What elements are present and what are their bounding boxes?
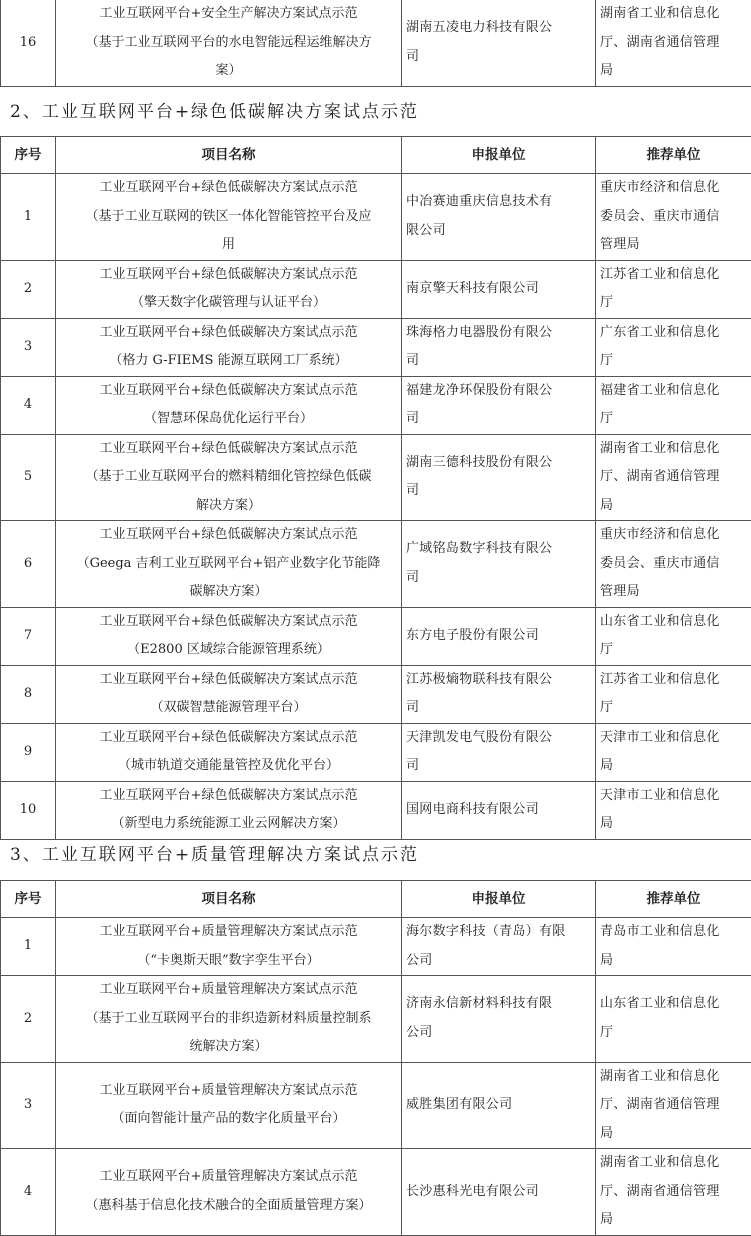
row-recommender-line: 局 xyxy=(600,810,747,839)
row-recommender-line: 厅 xyxy=(600,694,747,723)
row-recommender-line: 厅 xyxy=(600,636,747,665)
row-project-name-line: 工业互联网平台+质量管理解决方案试点示范 xyxy=(60,1163,397,1192)
row-applicant xyxy=(402,665,596,723)
row-project-name-line: 工业互联网平台+绿色低碳解决方案试点示范 xyxy=(60,435,397,464)
row-recommender-line: 厅、湖南省通信管理 xyxy=(600,1178,747,1207)
row-project-name xyxy=(56,607,402,665)
row-project-name xyxy=(56,434,402,521)
row-project-name xyxy=(56,1149,402,1236)
row-applicant-line: 司 xyxy=(406,347,591,376)
table-section2 xyxy=(0,136,751,840)
row-applicant-line: 海尔数字科技（青岛）有限 xyxy=(406,918,591,947)
table-row xyxy=(1,781,751,839)
row-project-name xyxy=(56,376,402,434)
row-project-name-line: 工业互联网平台+绿色低碳解决方案试点示范 xyxy=(60,261,397,290)
row-seq: 1 xyxy=(1,174,56,261)
row-applicant-line: 湖南三德科技股份有限公 xyxy=(406,449,591,478)
row-recommender xyxy=(596,723,751,781)
row-project-name-line: 工业互联网平台+绿色低碳解决方案试点示范 xyxy=(60,782,397,811)
row-recommender xyxy=(596,0,751,86)
row-applicant xyxy=(402,260,596,318)
row-project-name xyxy=(56,723,402,781)
row-applicant-line: 江苏极熵物联科技有限公 xyxy=(406,666,591,695)
row-project-name-line: （惠科基于信息化技术融合的全面质量管理方案） xyxy=(60,1192,397,1221)
row-project-name-line: 工业互联网平台+质量管理解决方案试点示范 xyxy=(60,918,397,947)
row-project-name-line: 用 xyxy=(60,231,397,260)
row-recommender xyxy=(596,434,751,521)
table-row xyxy=(1,174,751,261)
row-project-name-line: （格力 G-FIEMS 能源互联网工厂系统） xyxy=(60,347,397,376)
header-name: 项目名称 xyxy=(56,881,402,918)
table-row xyxy=(1,376,751,434)
row-applicant-line: 济南永信新材料科技有限 xyxy=(406,990,591,1019)
table-row xyxy=(1,0,751,86)
row-applicant xyxy=(402,918,596,976)
row-applicant-line: 天津凯发电气股份有限公 xyxy=(406,724,591,753)
row-seq: 3 xyxy=(1,1062,56,1149)
row-project-name-line: 工业互联网平台+绿色低碳解决方案试点示范 xyxy=(60,377,397,406)
row-recommender-line: 局 xyxy=(600,947,747,976)
row-recommender xyxy=(596,521,751,608)
row-project-name-line: 工业互联网平台+绿色低碳解决方案试点示范 xyxy=(60,174,397,203)
row-recommender xyxy=(596,1062,751,1149)
section2-title: 2、工业互联网平台+绿色低碳解决方案试点示范 xyxy=(10,100,419,124)
row-applicant-line: 东方电子股份有限公司 xyxy=(406,622,591,651)
row-recommender-line: 厅 xyxy=(600,1019,747,1048)
row-recommender-line: 局 xyxy=(600,1120,747,1149)
row-recommender-line: 重庆市经济和信息化 xyxy=(600,174,747,203)
row-project-name-line: （擎天数字化碳管理与认证平台） xyxy=(60,289,397,318)
row-project-name-line: （双碳智慧能源管理平台） xyxy=(60,694,397,723)
row-project-name-line: （“卡奥斯天眼”数字孪生平台） xyxy=(60,947,397,976)
row-recommender-line: 厅、湖南省通信管理 xyxy=(600,29,747,58)
row-recommender xyxy=(596,376,751,434)
row-recommender-line: 江苏省工业和信息化 xyxy=(600,261,747,290)
row-applicant-line: 珠海格力电器股份有限公 xyxy=(406,319,591,348)
table-row xyxy=(1,665,751,723)
header-seq: 序号 xyxy=(1,137,56,174)
header-rec: 推荐单位 xyxy=(596,881,751,918)
row-recommender-line: 湖南省工业和信息化 xyxy=(600,435,747,464)
row-project-name-line: （Geega 吉利工业互联网平台+铝产业数字化节能降 xyxy=(60,550,397,579)
row-project-name-line: （城市轨道交通能量管控及优化平台） xyxy=(60,752,397,781)
row-project-name xyxy=(56,174,402,261)
row-applicant-line: 公司 xyxy=(406,947,591,976)
row-project-name-line: 工业互联网平台+质量管理解决方案试点示范 xyxy=(60,976,397,1005)
row-recommender xyxy=(596,781,751,839)
row-recommender-line: 厅 xyxy=(600,405,747,434)
row-recommender-line: 管理局 xyxy=(600,231,747,260)
table-section1-tail xyxy=(0,0,751,87)
row-applicant xyxy=(402,1062,596,1149)
row-applicant-line: 司 xyxy=(406,694,591,723)
row-applicant-line: 威胜集团有限公司 xyxy=(406,1091,591,1120)
row-recommender xyxy=(596,607,751,665)
row-seq: 16 xyxy=(1,0,56,86)
table-row xyxy=(1,1149,751,1236)
row-project-name-line: 工业互联网平台+绿色低碳解决方案试点示范 xyxy=(60,521,397,550)
row-applicant xyxy=(402,434,596,521)
row-project-name-line: 解决方案） xyxy=(60,492,397,521)
row-applicant xyxy=(402,376,596,434)
row-recommender-line: 局 xyxy=(600,57,747,86)
row-seq: 2 xyxy=(1,260,56,318)
row-seq: 5 xyxy=(1,434,56,521)
row-applicant-line: 公司 xyxy=(406,1019,591,1048)
row-applicant xyxy=(402,174,596,261)
header-rec: 推荐单位 xyxy=(596,137,751,174)
table-row xyxy=(1,607,751,665)
row-applicant-line: 限公司 xyxy=(406,217,591,246)
table-row xyxy=(1,521,751,608)
row-applicant xyxy=(402,0,596,86)
table-row xyxy=(1,260,751,318)
row-recommender xyxy=(596,665,751,723)
row-project-name xyxy=(56,976,402,1063)
row-applicant-line: 福建龙净环保股份有限公 xyxy=(406,377,591,406)
row-project-name xyxy=(56,0,402,86)
row-applicant xyxy=(402,1149,596,1236)
row-applicant-line: 湖南五凌电力科技有限公 xyxy=(406,14,591,43)
row-recommender-line: 重庆市经济和信息化 xyxy=(600,521,747,550)
row-applicant-line: 司 xyxy=(406,477,591,506)
row-seq: 1 xyxy=(1,918,56,976)
table-header-row xyxy=(1,137,751,174)
row-recommender-line: 厅 xyxy=(600,347,747,376)
row-recommender-line: 湖南省工业和信息化 xyxy=(600,0,747,29)
row-seq: 6 xyxy=(1,521,56,608)
row-project-name-line: （基于工业互联网平台的非织造新材料质量控制系 xyxy=(60,1005,397,1034)
row-applicant-line: 司 xyxy=(406,752,591,781)
row-project-name-line: 工业互联网平台+绿色低碳解决方案试点示范 xyxy=(60,666,397,695)
row-project-name-line: 工业互联网平台+质量管理解决方案试点示范 xyxy=(60,1077,397,1106)
section3-title: 3、工业互联网平台+质量管理解决方案试点示范 xyxy=(10,843,419,867)
header-seq: 序号 xyxy=(1,881,56,918)
table-row xyxy=(1,918,751,976)
row-recommender-line: 湖南省工业和信息化 xyxy=(600,1063,747,1092)
row-seq: 4 xyxy=(1,1149,56,1236)
row-applicant-line: 长沙惠科光电有限公司 xyxy=(406,1178,591,1207)
header-name: 项目名称 xyxy=(56,137,402,174)
row-project-name xyxy=(56,781,402,839)
row-recommender xyxy=(596,260,751,318)
row-recommender-line: 广东省工业和信息化 xyxy=(600,319,747,348)
row-applicant xyxy=(402,723,596,781)
row-seq: 4 xyxy=(1,376,56,434)
row-project-name xyxy=(56,260,402,318)
row-recommender xyxy=(596,174,751,261)
row-applicant-line: 司 xyxy=(406,405,591,434)
row-project-name-line: （基于工业互联网平台的燃料精细化管控绿色低碳 xyxy=(60,463,397,492)
row-project-name-line: 工业互联网平台+安全生产解决方案试点示范 xyxy=(60,0,397,29)
row-project-name-line: 碳解决方案） xyxy=(60,578,397,607)
row-applicant-line: 司 xyxy=(406,43,591,72)
row-seq: 3 xyxy=(1,318,56,376)
row-recommender-line: 福建省工业和信息化 xyxy=(600,377,747,406)
row-applicant-line: 司 xyxy=(406,564,591,593)
row-applicant-line: 中冶赛迪重庆信息技术有 xyxy=(406,188,591,217)
row-project-name xyxy=(56,521,402,608)
row-recommender-line: 山东省工业和信息化 xyxy=(600,608,747,637)
row-recommender xyxy=(596,976,751,1063)
row-recommender-line: 管理局 xyxy=(600,578,747,607)
row-recommender-line: 局 xyxy=(600,492,747,521)
row-project-name-line: （智慧环保岛优化运行平台） xyxy=(60,405,397,434)
table-row xyxy=(1,1062,751,1149)
row-project-name-line: 案） xyxy=(60,57,397,86)
row-project-name xyxy=(56,918,402,976)
table-row xyxy=(1,318,751,376)
row-recommender xyxy=(596,1149,751,1236)
row-seq: 9 xyxy=(1,723,56,781)
row-applicant-line: 南京擎天科技有限公司 xyxy=(406,275,591,304)
row-recommender-line: 委员会、重庆市通信 xyxy=(600,203,747,232)
row-recommender-line: 天津市工业和信息化 xyxy=(600,724,747,753)
row-applicant xyxy=(402,318,596,376)
header-unit: 申报单位 xyxy=(402,881,596,918)
row-recommender-line: 厅、湖南省通信管理 xyxy=(600,463,747,492)
row-recommender-line: 局 xyxy=(600,1206,747,1235)
row-project-name-line: （基于工业互联网平台的水电智能远程运维解决方 xyxy=(60,29,397,58)
row-recommender-line: 天津市工业和信息化 xyxy=(600,782,747,811)
row-seq: 10 xyxy=(1,781,56,839)
row-recommender-line: 局 xyxy=(600,752,747,781)
table-header-row xyxy=(1,881,751,918)
row-project-name-line: 统解决方案） xyxy=(60,1033,397,1062)
row-recommender-line: 青岛市工业和信息化 xyxy=(600,918,747,947)
row-recommender-line: 厅 xyxy=(600,289,747,318)
row-recommender-line: 委员会、重庆市通信 xyxy=(600,550,747,579)
row-project-name-line: 工业互联网平台+绿色低碳解决方案试点示范 xyxy=(60,319,397,348)
row-project-name-line: （新型电力系统能源工业云网解决方案） xyxy=(60,810,397,839)
table-section3 xyxy=(0,880,751,1236)
row-seq: 2 xyxy=(1,976,56,1063)
row-project-name xyxy=(56,665,402,723)
row-applicant xyxy=(402,521,596,608)
header-unit: 申报单位 xyxy=(402,137,596,174)
row-project-name xyxy=(56,318,402,376)
row-project-name-line: 工业互联网平台+绿色低碳解决方案试点示范 xyxy=(60,724,397,753)
row-applicant xyxy=(402,607,596,665)
row-recommender-line: 湖南省工业和信息化 xyxy=(600,1149,747,1178)
row-recommender-line: 江苏省工业和信息化 xyxy=(600,666,747,695)
row-project-name xyxy=(56,1062,402,1149)
row-recommender xyxy=(596,318,751,376)
row-seq: 7 xyxy=(1,607,56,665)
row-applicant-line: 广域铭岛数字科技有限公 xyxy=(406,535,591,564)
row-applicant-line: 国网电商科技有限公司 xyxy=(406,796,591,825)
row-project-name-line: 工业互联网平台+绿色低碳解决方案试点示范 xyxy=(60,608,397,637)
row-recommender xyxy=(596,918,751,976)
table-row xyxy=(1,434,751,521)
row-recommender-line: 厅、湖南省通信管理 xyxy=(600,1091,747,1120)
row-applicant xyxy=(402,976,596,1063)
row-seq: 8 xyxy=(1,665,56,723)
table-row xyxy=(1,976,751,1063)
row-applicant xyxy=(402,781,596,839)
row-recommender-line: 山东省工业和信息化 xyxy=(600,990,747,1019)
table-row xyxy=(1,723,751,781)
row-project-name-line: （基于工业互联网的铁区一体化智能管控平台及应 xyxy=(60,203,397,232)
row-project-name-line: （面向智能计量产品的数字化质量平台） xyxy=(60,1105,397,1134)
row-project-name-line: （E2800 区域综合能源管理系统） xyxy=(60,636,397,665)
